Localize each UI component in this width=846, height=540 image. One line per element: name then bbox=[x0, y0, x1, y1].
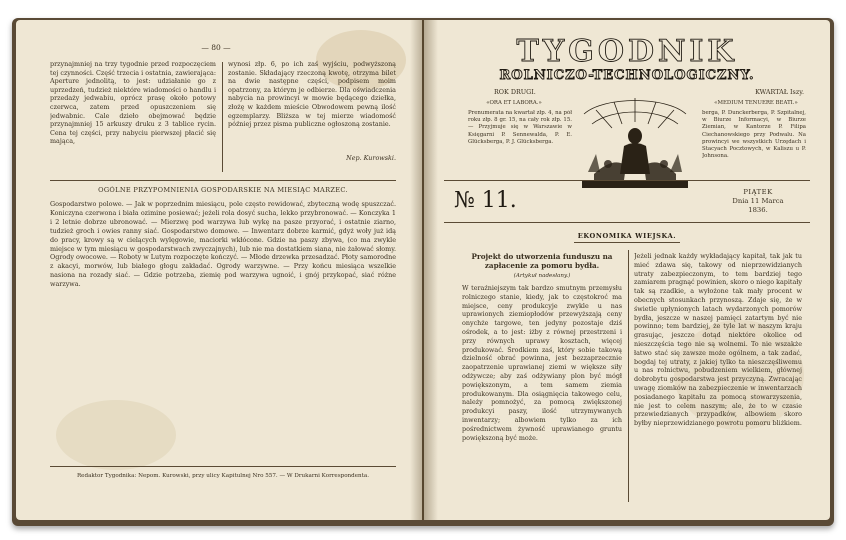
section-heading: EKONOMIKA WIEJSKA. bbox=[577, 232, 677, 240]
subscription-info-left: Prenumerata na kwartał złp. 4, na pół roku złp. 8 gr. 15, na cały rok złp. 15. — Przyjmuje się w Warszawie w Księgarni P. Sennewalda, P. E. Glücksberga, P. J. Glücksberga. bbox=[468, 110, 572, 145]
left-page bbox=[16, 20, 422, 520]
masthead-subtitle: ROLNICZO-TECHNOLOGICZNY. bbox=[499, 68, 755, 83]
column-divider bbox=[628, 250, 629, 502]
subscription-info-right: berga, P. Dunckerberga, P. Szpitalnej, w Biurze Informacyi, w Biurze Ziemian, w Kantorze P. Filipa Ciechanowskiego przy Podwalu. Na prowincyi we wszystkich Urzędach i Stacyach Pocztowych, w Kaliszu u P. Johnsona. bbox=[702, 110, 806, 160]
section-rule bbox=[50, 180, 396, 181]
footer-rule bbox=[50, 466, 396, 467]
masthead-rule bbox=[444, 180, 810, 181]
year-label: ROK DRUGI. bbox=[494, 88, 536, 96]
page-number: — 80 — bbox=[201, 44, 231, 52]
date-weekday: PIĄTEK bbox=[743, 188, 773, 196]
article-column-2: Jeżeli jednak każdy wykładający kapitał, tak jak tu mieć zdawa się, takowy od nieprzewidzianych utraty zabezpieczonym, to tem bardziej tego zamiarem pragnąć powinien, skoro o niego kapitały tak są rzadkie, a wyłożone tak mały procent w obecnych stosunkach przynoszą. Zdaje się, że w świetle upłynionych latach wydarzonych pomorów bydła, jeszcze w naszej pamięci zatartym być nie powinno; tem bardziej, że tyle lat w naszym kraju grasując, jeszcze dotąd niektóre okolice od nieszczęścia tego nie są wolnemi. To nie wszakże łatwo stać się zawsze może ogólnem, a tak zadać, bogdaj tej utraty, z jakiej tylko ta nieszczęśliwemu u nas rolnictwu, pobudzeniem wielkiem, głównej dobrobytu gospodarstwa jest przyczyną. Zwracając uwagę ziomków na zabezpieczenie w inwentarzach posiadanego kapitału za pomocą stowarzyszenia, nie jest to celem naszym; ale, że to w czasie przewiedzianych przypadków, albowiem skoro byłby nieprzewidzianego powrotu pomoru bliżkiem. bbox=[634, 252, 802, 428]
printer-footer: Redaktor Tygodnika: Nepom. Kurowski, przy ulicy Kapitulnej Nro 557. — W Drukarni Korrespondenta. bbox=[76, 473, 370, 479]
book-spread bbox=[12, 18, 834, 526]
motto-left: «ORA ET LABORA.» bbox=[486, 100, 542, 106]
book-gutter bbox=[410, 20, 438, 520]
left-top-column-1: przynajmniej na trzy tygodnie przed rozpoczęciem tej czynności. Część trzecia i ostatnia, zawierająca: Aperture jednolitą, to jest: udziałanie go z uprzedzeń, tudzież niektóre wiadomości o handlu i przedaży jedwabiu, oprócz prasę około potowy czerwca, zatem przed opuszczeniem się jedwabnic. Cale dzieło obejmować będzie przynajmniej 15 arkuszy druku z 3 tablice rycin. Cena tej części, przy nabyciu pierwszej płacić się mająca, bbox=[50, 60, 216, 146]
signature: Nep. Kurowski. bbox=[346, 154, 396, 162]
masthead-title: TYGODNIK bbox=[516, 34, 738, 69]
quarter-label: KWARTAŁ Iszy. bbox=[755, 88, 804, 96]
section-underline bbox=[574, 242, 680, 243]
issue-number: № 11. bbox=[454, 188, 517, 213]
section-title: OGÓLNE PRZYPOMNIENIA GOSPODARSKIE NA MIESIĄC MARZEC. bbox=[98, 186, 348, 194]
article-note: (Artykuł nadesłany.) bbox=[513, 273, 571, 279]
date-year: 1836. bbox=[748, 206, 768, 214]
motto-right: «MEDIUM TENUERE BEATI.» bbox=[714, 100, 798, 106]
date-day-month: Dnia 11 Marca bbox=[732, 197, 784, 205]
right-page bbox=[424, 20, 830, 520]
article-column-1: W teraźniejszym tak bardzo smutnym przemysłu rolniczego stanie, kiedy, jak to częstokroć ma miejsce, ceny produkcyje zwykle u nas uprawionych ziemiopłodów przewyższają ceny onychże targowe, ten jedyny pozostaje dziś ośrodek, a to jest: iżby z równej przestrzeni i przy równych uprawy kosztach, więcej produkować. Środkiem zaś, który sobie takową dzielność obrać powinna, jest bezzaprzecznie zaopatrzenie uprawianej ziemi w większe siły odżywcze; aby zaś odżywiany plon być mógł powiększonym, a tem samem ziemia produkowanym. Dla osiągnięcia takowego celu, należy pomnożyć, za pomocą zwiększonej produkcyi paszy, ilość utrzymywanych inwentarzy; albowiem tylko za ich pośrednictwem żywność uprawianego gruntu powiększoną być może. bbox=[462, 284, 622, 442]
body-text: Gospodarstwo polowe. — Jak w poprzednim miesiącu, pole często rewidować, zbyteczną wodę spuszczać. Koniczyna czerwona i biała ozimine posiewać; jeżeli rola dosyć sucha, lekko przybronować. — Konczyka 1 i 2 letnie dobrze ubronować. — Mierzwę pod warzywa lub wykę na pasze przyorać, i ostatnie ziarno, tudzież groch i owies ranny siać. Gospodarstwo domowe. — Inwentarz dobrze karmić, gdyż woły już idą do pracy, krowy są w cielących wylęgowie, maciorki wkłócone. Gdzie na paszy zbywa, (co ma zwykle miejsce w tym miesiącu w gospodarstwach zwyczajnych), lub nie ma dostatkiem siana, nie żałować słomy. Ogrody owocowe. — Roboty w Lutym rozpoczęte kończyć. — Młode drzewka przesadzać. Płoty samorodne z akacyi, morwów, lub białego głogu zakładać. Ogrody warzywne. — Przy końcu miesiąca wszelkie nasiona na rozady siać. — Gdzie potrzeba, ziemię pod warzywa ugnoić, i gnój przykopać, siać różne warzywa. bbox=[50, 200, 396, 289]
column-divider bbox=[222, 62, 223, 172]
article-title: Projekt do utworzenia funduszu na zapłacenie za pomoru bydła. bbox=[471, 252, 613, 271]
left-top-column-2: wynosi złp. 6, po ich zaś wyjściu, podwyższoną zostanie. Składający rzeczoną kwotę, otrzyma bilet na dwie następne części, podpisem moim opatrzony, za którym je odbierze. Dla oświadczenia nabycia na prowincyi w mowie będącego dziełka, złożę w każdem mieście Obwodowem pewną ilość egzemplarzy. Bliższa w tej mierze wiadomość później przez pisma publiczne ogłoszoną zostanie. bbox=[228, 60, 396, 129]
date-rule bbox=[444, 222, 810, 223]
emblem-illustration bbox=[574, 94, 696, 194]
